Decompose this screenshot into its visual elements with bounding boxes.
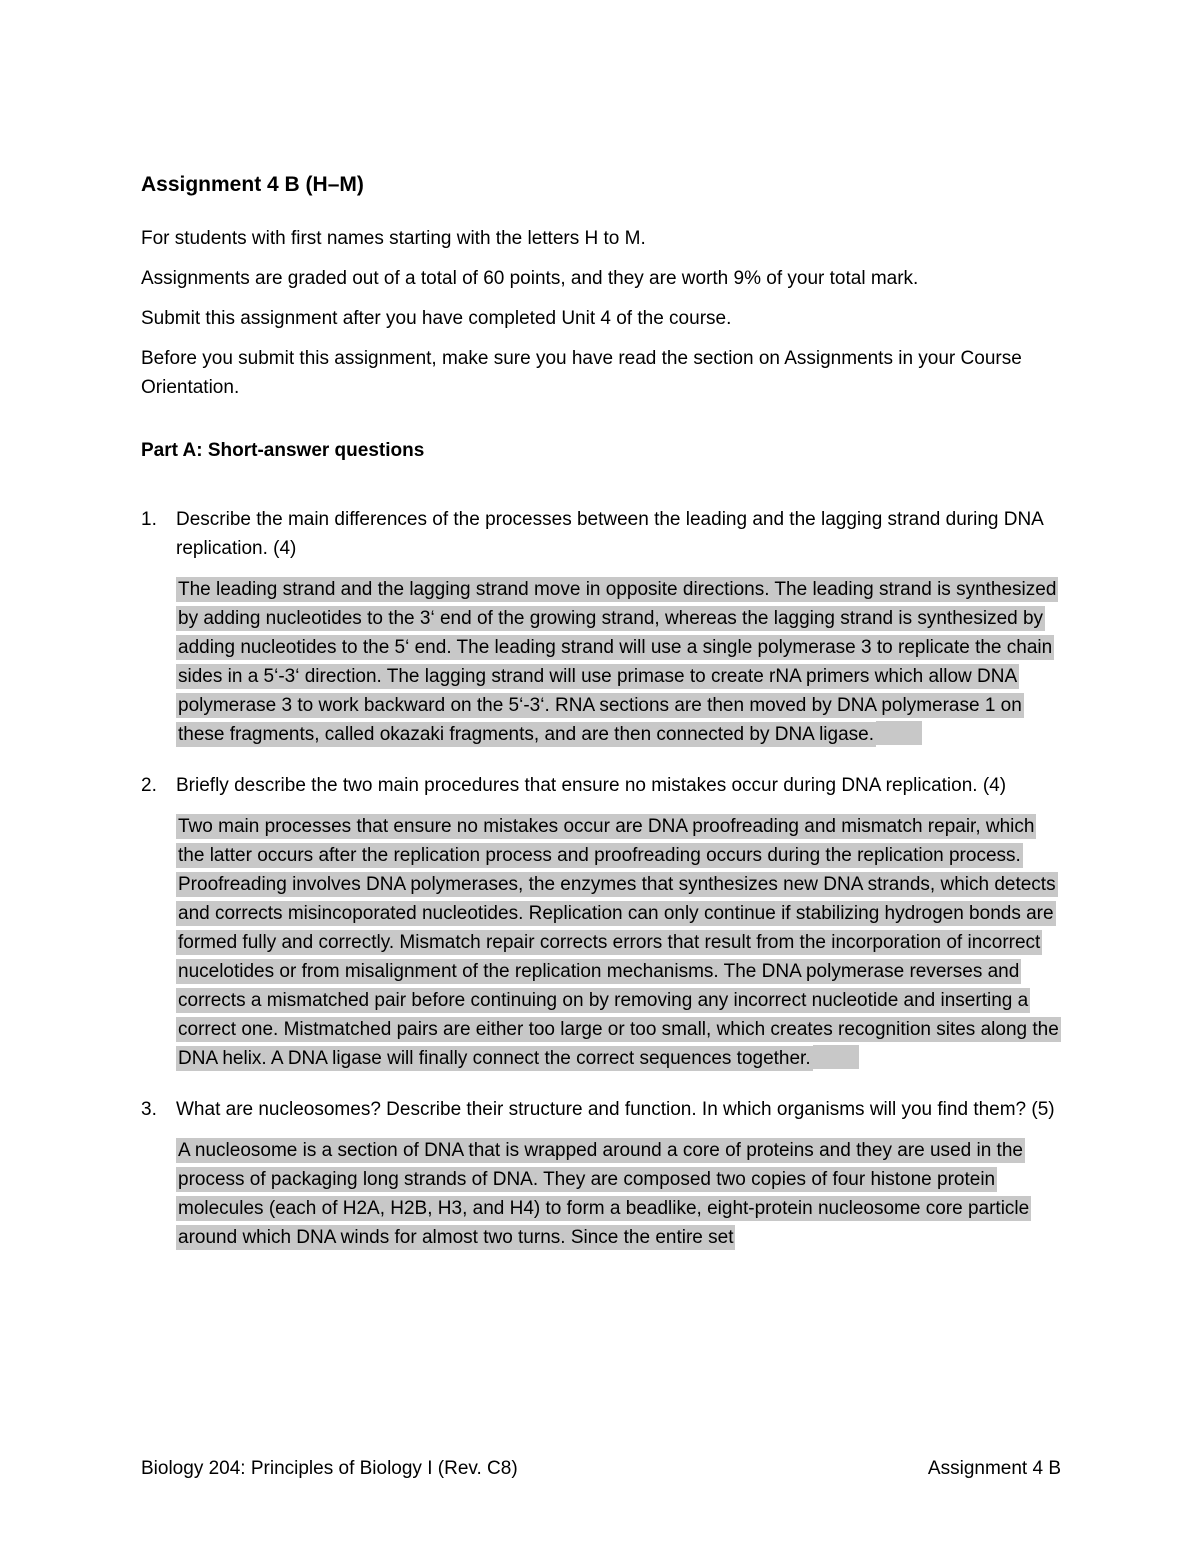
page-footer [141, 1455, 1061, 1483]
answer-block [176, 812, 1061, 1073]
footer-assignment: Assignment 4 B [927, 1458, 1061, 1479]
intro-paragraph: Before you submit this assignment, make sure you have read the section on Assignments in your Course Orientation. [141, 348, 1022, 398]
question-list [141, 505, 1061, 1252]
question-number: 2. [141, 775, 157, 796]
intro-paragraph: Assignments are graded out of a total of 60 points, and they are worth 9% of your total mark. [141, 268, 919, 289]
highlighted-answer: The leading strand and the lagging strand move in opposite directions. The leading strand is synthesized by adding nucleotides to the 3‘ end of the growing strand, whereas the lagging strand is synthesized by adding nucleotides to the 5‘ end. The leading strand will use a single polymerase 3 to replicate the chain sides in a 5‘-3‘ direction. The lagging strand will use primase to create rNA primers which allow DNA polymerase 3 to work backward on the 5‘-3‘. RNA sections are then moved by DNA polymerase 1 on these fragments, called okazaki fragments, and are then connected by DNA ligase. [178, 579, 1057, 745]
question-item [141, 771, 1061, 1073]
question-text: Describe the main differences of the processes between the leading and the lagging strand during DNA replication. (4) [176, 509, 1043, 559]
intro-section [141, 224, 1061, 402]
question-text: Briefly describe the two main procedures that ensure no mistakes occur during DNA replication. (4) [176, 775, 1007, 796]
intro-paragraph: For students with first names starting with the letters H to M. [141, 228, 646, 249]
highlight-tail [876, 721, 922, 745]
highlighted-answer: Two main processes that ensure no mistakes occur are DNA proofreading and mismatch repair, which the latter occurs after the replication process and proofreading occurs during the replication process. Proofreading involves DNA polymerases, the enzymes that synthesizes new DNA strands, which detects and corrects misincoporated nucleotides. Replication can only continue if stabilizing hydrogen bonds are formed fully and correctly. Mismatch repair corrects errors that result from the incorporation of incorrect nucelotides or from misalignment of the replication mechanisms. The DNA polymerase reverses and corrects a mismatched pair before continuing on by removing any incorrect nucleotide and inserting a correct one. Mistmatched pairs are either too large or too small, which creates recognition sites along the DNA helix. A DNA ligase will finally connect the correct sequences together. [178, 816, 1059, 1069]
answer-block [176, 575, 1061, 749]
assignment-title: Assignment 4 B (H–M) [141, 173, 364, 196]
question-item [141, 505, 1061, 749]
part-heading: Part A: Short-answer questions [141, 440, 425, 461]
highlight-tail [813, 1045, 859, 1069]
page-content [141, 168, 1061, 1252]
answer-block [176, 1136, 1061, 1252]
question-number: 3. [141, 1099, 157, 1120]
question-number: 1. [141, 509, 157, 530]
intro-paragraph: Submit this assignment after you have completed Unit 4 of the course. [141, 308, 732, 329]
highlighted-answer: A nucleosome is a section of DNA that is wrapped around a core of proteins and they are used in the process of packaging long strands of DNA. They are composed two copies of four histone protein molecules (each of H2A, H2B, H3, and H4) to form a beadlike, eight-protein nucleosome core particle around which DNA winds for almost two turns. Since the entire set [178, 1140, 1030, 1248]
question-text: What are nucleosomes? Describe their structure and function. In which organisms will you find them? (5) [176, 1099, 1055, 1120]
question-item [141, 1095, 1061, 1252]
footer-course: Biology 204: Principles of Biology I (Rev. C8) [141, 1458, 518, 1479]
